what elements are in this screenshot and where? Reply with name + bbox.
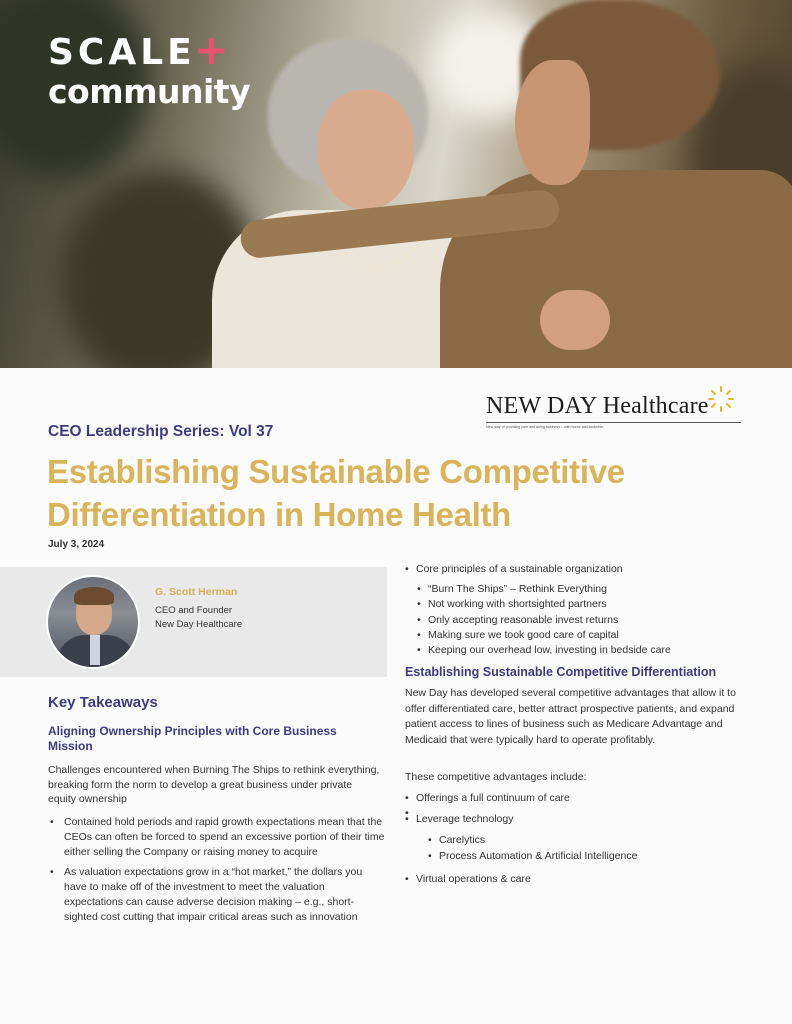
title-line: Establishing Sustainable Competitive: [47, 453, 625, 490]
logo-word: SCALE: [48, 32, 196, 73]
list-item: • Carelytics: [428, 833, 637, 849]
list-item: • Offerings a full continuum of care: [405, 791, 637, 806]
advantages-list: [405, 791, 637, 887]
publish-date: July 3, 2024: [48, 539, 105, 550]
brand-tagline: New way of providing care and doing business – with honor and kindness.: [486, 425, 604, 429]
author-title: CEO and Founder: [155, 605, 233, 616]
paragraph: These competitive advantages include:: [405, 771, 587, 783]
joined-hands: [540, 290, 610, 350]
logo-subword: community: [48, 72, 251, 111]
core-principles-label: • Core principles of a sustainable organization: [405, 563, 623, 575]
caregiver-face: [515, 60, 590, 185]
hero-photo: [0, 0, 792, 368]
list-item: [405, 812, 637, 864]
list-item: • Making sure we took good care of capital: [417, 628, 671, 643]
new-day-healthcare-logo: [486, 392, 748, 436]
list-item: • Contained hold periods and rapid growth expectations mean that the CEOs can often be forced to spend an excessive portion of their time either selling the Company or raising money to acquire: [48, 815, 385, 859]
paragraph: Challenges encountered when Burning The Ships to rethink everything, breaking form the norm to develop a great business under private equity ownership: [48, 764, 380, 805]
section-heading: Establishing Sustainable Competitive Differentiation: [405, 665, 717, 679]
list-item: • As valuation expectations grow in a “hot market,” the dollars you have to make off of the investment to meet the valuation expectations can cause adverse decision making – e.g., short-sighted cost cutting that impair critical areas such as innovation: [48, 865, 385, 924]
series-label: CEO Leadership Series: Vol 37: [48, 423, 274, 440]
key-takeaways-heading: Key Takeaways: [48, 694, 158, 711]
plus-icon: +: [193, 25, 229, 74]
list-item: • Only accepting reasonable invest returns: [417, 613, 671, 628]
list-item: • “Burn The Ships” – Rethink Everything: [417, 582, 671, 597]
paragraph: New Day has developed several competitive advantages that allow it to offer differentiated care, better attract prospective patients, and expand patient access to lines of business such as Medicare Advantage and Medicaid that were typically hard to operate profitably.: [405, 687, 736, 746]
page-title: [47, 450, 727, 536]
brand-name: NEW DAY Healthcare: [486, 393, 709, 419]
list-item: • Not working with shortsighted partners: [417, 597, 671, 612]
bullet-list: [48, 815, 385, 931]
scale-community-logo: [48, 25, 251, 111]
list-item: • Keeping our overhead low, investing in bedside care: [417, 643, 671, 658]
author-card: [0, 567, 387, 677]
brand-rule: [486, 422, 741, 423]
woman-face: [318, 90, 414, 210]
technology-list: [428, 833, 637, 864]
title-line: Differentiation in Home Health: [47, 496, 512, 533]
author-company: New Day Healthcare: [155, 619, 243, 630]
author-role: [155, 604, 242, 632]
avatar: [46, 575, 140, 669]
list-item: • Process Automation & Artificial Intelligence: [428, 849, 637, 865]
section-heading: Aligning Ownership Principles with Core Business Mission: [48, 724, 337, 753]
principles-list: [417, 582, 671, 658]
list-item: • Virtual operations & care: [405, 872, 637, 887]
list-item-label: Leverage technology: [416, 813, 514, 825]
author-name: G. Scott Herman: [155, 586, 238, 598]
sun-icon: [708, 386, 734, 412]
